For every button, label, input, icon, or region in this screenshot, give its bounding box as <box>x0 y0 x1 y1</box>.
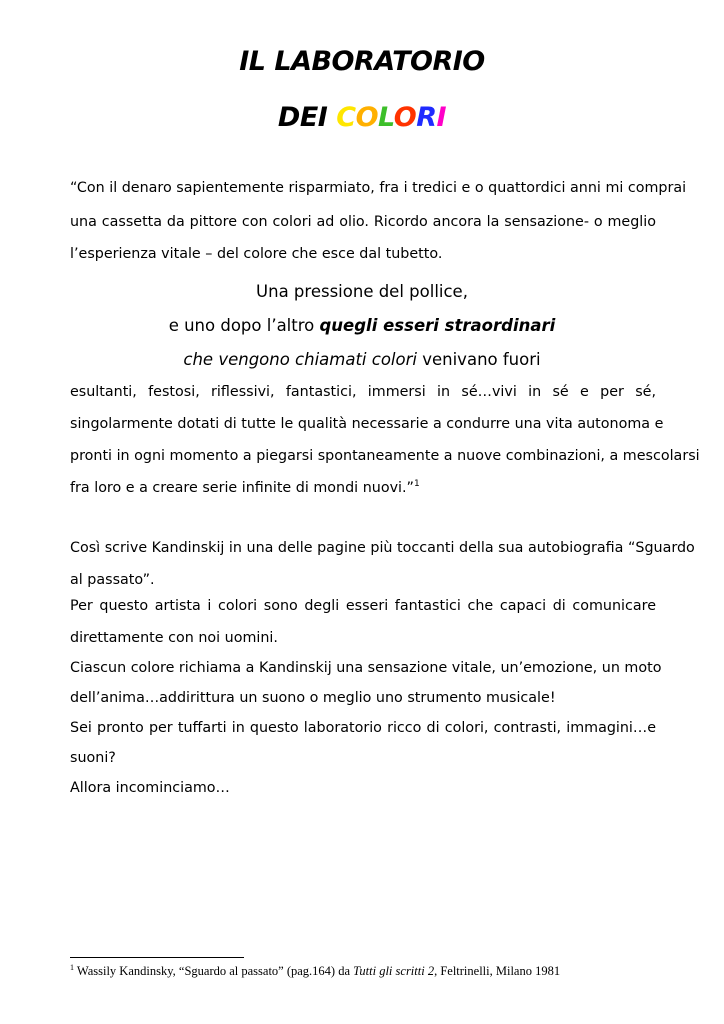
body-p4-line-2: suoni? <box>70 750 116 766</box>
footnote <box>70 964 670 979</box>
body-p1-line-2: al passato”. <box>70 572 155 588</box>
body-p2-line-1: Per questo artista i colori sono degli esseri fantastici che capaci di comunicare <box>70 598 656 614</box>
body-p2-line-2: direttamente con noi uomini. <box>70 630 278 646</box>
colored-letter: R <box>416 102 437 133</box>
body-p3-line-2: dell’anima…addirittura un suono o meglio uno strumento musicale! <box>70 690 556 706</box>
footnote-italic-title: Tutti gli scritti 2 <box>353 964 435 978</box>
quote-line-4: esultanti, festosi, riflessivi, fantastici, immersi in sé…vivi in sé e per sé, <box>70 384 656 400</box>
quote-center-2 <box>0 316 724 335</box>
title-prefix: DEI <box>277 102 337 133</box>
quote-center-1: Una pressione del pollice, <box>256 282 468 301</box>
quote-center-2-bold-italic: quegli esseri straordinari <box>319 316 556 335</box>
quote-line-1: “Con il denaro sapientemente risparmiato, fra i tredici e o quattordici anni mi comprai <box>70 180 687 196</box>
colored-letter: L <box>378 102 394 133</box>
title-line-1: IL LABORATORIO <box>239 46 485 77</box>
colored-word <box>336 102 446 133</box>
colored-letter: O <box>355 102 379 133</box>
quote-center-2-plain: e uno dopo l’altro <box>168 316 320 335</box>
body-p3-line-1: Ciascun colore richiama a Kandinskij una sensazione vitale, un’emozione, un moto <box>70 660 662 676</box>
footnote-text-after: , Feltrinelli, Milano 1981 <box>434 964 561 978</box>
title-line-2 <box>0 102 724 133</box>
quote-center-3 <box>0 350 724 369</box>
colored-letter: C <box>336 102 356 133</box>
footnote-reference: 1 <box>413 479 420 489</box>
body-p5: Allora incominciamo… <box>70 780 230 796</box>
colored-letter: I <box>436 102 447 133</box>
quote-center-3-plain: venivano fuori <box>416 350 541 369</box>
quote-line-7 <box>70 480 656 496</box>
quote-line-7-text: fra loro e a creare serie infinite di mondi nuovi.” <box>70 480 414 496</box>
quote-line-2: una cassetta da pittore con colori ad olio. Ricordo ancora la sensazione- o meglio <box>70 214 656 230</box>
body-p1-line-1: Così scrive Kandinskij in una delle pagine più toccanti della sua autobiografia “Sguardo <box>70 540 695 556</box>
body-p4-line-1: Sei pronto per tuffarti in questo laboratorio ricco di colori, contrasti, immagini…e <box>70 720 656 736</box>
footnote-number: 1 <box>70 963 74 972</box>
quote-line-6: pronti in ogni momento a piegarsi spontaneamente a nuove combinazioni, a mescolarsi <box>70 448 700 464</box>
footnote-divider <box>70 957 244 958</box>
quote-center-3-italic: che vengono chiamati colori <box>183 350 417 369</box>
footnote-text-before: Wassily Kandinsky, “Sguardo al passato” (pag.164) da <box>74 964 354 978</box>
quote-line-3: l’esperienza vitale – del colore che esce dal tubetto. <box>70 246 443 262</box>
colored-letter: O <box>393 102 417 133</box>
quote-line-5: singolarmente dotati di tutte le qualità necessarie a condurre una vita autonoma e <box>70 416 664 432</box>
